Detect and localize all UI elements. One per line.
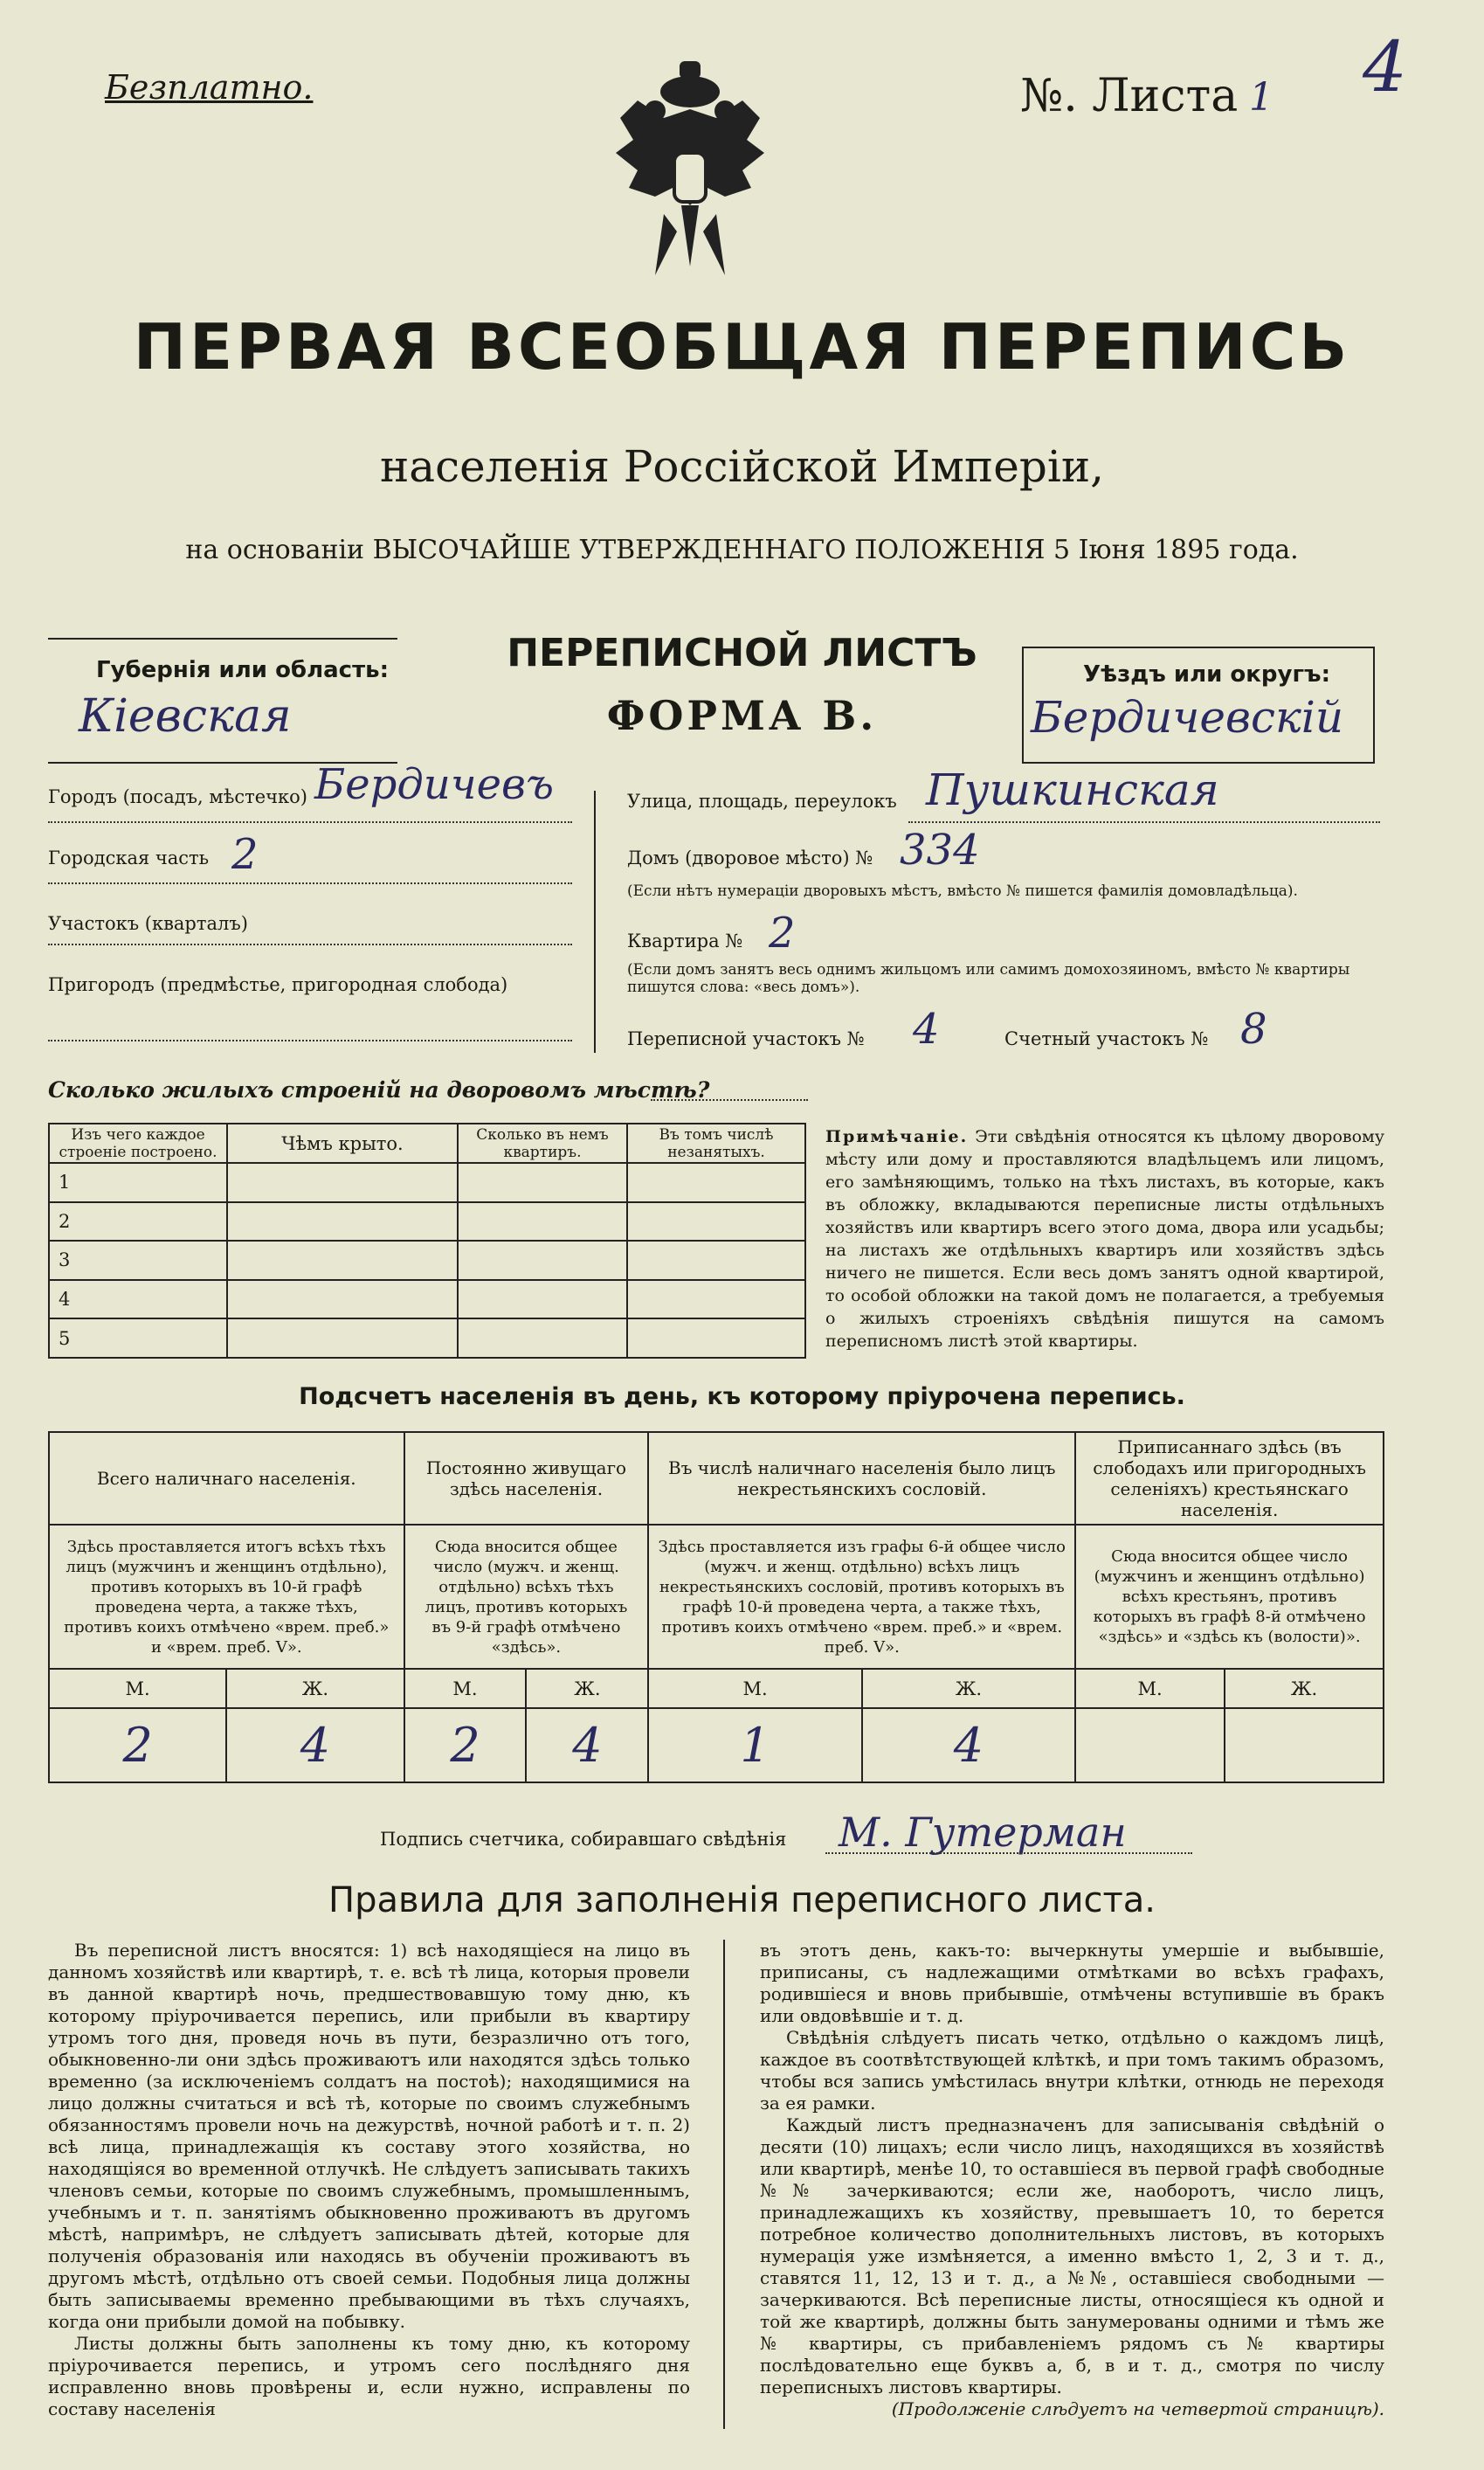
corner-number: 4	[1363, 26, 1407, 107]
district-label: Уѣздъ или округъ:	[1083, 661, 1330, 688]
population-desc-nonpeasant: Здѣсь проставляется изъ графы 6-й общее число (мужч. и женщ. отдѣльно) всѣхъ лицъ некрестьянскихъ сословій, противъ которыхъ въ графѣ 10-й проведена черта, а также тѣхъ, противъ коихъ отмѣчено «врем. преб.» и «врем. преб. V».	[648, 1525, 1075, 1669]
male-header: М.	[49, 1669, 226, 1708]
rules-paragraph: Листы должны быть заполнены къ тому дню, къ которому пріурочивается перепись, и утромъ сего послѣдняго дня исправленно вновь провѣрены и, если нужно, исправлены по составу населенія	[48, 2333, 690, 2419]
population-title: Подсчетъ населенія въ день, къ которому пріурочена перепись.	[299, 1383, 1185, 1410]
city-part-label: Городская часть	[48, 848, 210, 868]
sheet-number-value: 1	[1249, 75, 1273, 120]
province-value: Кіевская	[79, 690, 292, 743]
male-header: М.	[1075, 1669, 1225, 1708]
house-note: (Если нѣтъ нумераціи дворовыхъ мѣстъ, вмѣсто № пишется фамилія домовладѣльца).	[627, 882, 1298, 900]
female-header: Ж.	[862, 1669, 1075, 1708]
street-value: Пушкинская	[926, 765, 1219, 815]
sheet-number-label: №. Листа	[1020, 70, 1239, 122]
province-label: Губернія или область:	[96, 657, 389, 683]
male-header: М.	[404, 1669, 527, 1708]
note-label: Примѣчаніе.	[825, 1127, 969, 1146]
buildings-row-number: 4	[49, 1280, 227, 1319]
buildings-row-number: 5	[49, 1318, 227, 1358]
peasant-female-value	[1225, 1708, 1384, 1782]
apartment-note: (Если домъ занятъ весь однимъ жильцомъ или самимъ домохозяиномъ, вмѣсто № квартиры пишутся слова: «весь домъ»).	[627, 961, 1350, 996]
buildings-row-number: 2	[49, 1202, 227, 1242]
population-head-permanent: Постоянно живущаго здѣсь населенія.	[404, 1432, 649, 1525]
main-title: ПЕРВАЯ ВСЕОБЩАЯ ПЕРЕПИСЬ	[133, 310, 1351, 384]
total-male-value: 2	[49, 1708, 226, 1782]
street-label: Улица, площадь, переулокъ	[627, 791, 897, 812]
population-head-total: Всего наличнаго населенія.	[49, 1432, 404, 1525]
subtitle: населенія Россійской Имперіи,	[379, 441, 1105, 492]
permanent-female-value: 4	[526, 1708, 648, 1782]
buildings-header-material: Изъ чего каждое строеніе построено.	[49, 1124, 227, 1163]
note-text: Эти свѣдѣнія относятся къ цѣлому дворовому мѣсту или дому и проставляются владѣльцемъ или лицомъ, его замѣняющимъ, только на тѣхъ листахъ, въ которые, какъ въ обложку, вкладываются переписные листы отдѣльныхъ хозяйствъ или квартиръ всего этого дома, двора или усадьбы; на листахъ же отдѣльныхъ квартиръ или хозяйствъ здѣсь ничего не пишется. Если весь домъ занятъ одной квартирой, то особой обложки на такой домъ не полагается, а требуемыя о жилыхъ строеніяхъ свѣдѣнія пишутся на самомъ переписномъ листѣ этой квартиры.	[825, 1127, 1385, 1351]
population-head-nonpeasant: Въ числѣ наличнаго населенія было лицъ некрестьянскихъ сословій.	[648, 1432, 1075, 1525]
city-part-value: 2	[231, 830, 259, 879]
population-table	[48, 1431, 1384, 1783]
population-desc-peasant: Сюда вносится общее число (мужчинъ и женщинъ отдѣльно) всѣхъ крестьянъ, противъ которыхъ въ графѣ 8-й отмѣчено «здѣсь» и «здѣсь къ (волости)».	[1075, 1525, 1384, 1669]
city-label: Городъ (посадъ, мѣстечко)	[48, 786, 308, 807]
peasant-male-value	[1075, 1708, 1225, 1782]
population-desc-total: Здѣсь проставляется итогъ всѣхъ тѣхъ лицъ (мужчинъ и женщинъ отдѣльно), противъ которыхъ въ 10-й графѣ проведена черта, а также тѣхъ, противъ коихъ отмѣчено «врем. преб.» и «врем. преб. V».	[49, 1525, 404, 1669]
buildings-table	[48, 1123, 806, 1359]
female-header: Ж.	[1225, 1669, 1384, 1708]
rules-paragraph: Въ переписной листъ вносятся: 1) всѣ находящіеся на лицо въ данномъ хозяйствѣ или квартирѣ, т. е. всѣ тѣ лица, которыя провели въ данной квартирѣ ночь, предшествовавшую тому дню, къ которому пріурочивается перепись, или прибыли въ квартиру утромъ того дня, проведя ночь въ пути, безразлично отъ того, обыкновенно-ли они здѣсь проживаютъ или находятся здѣсь только временно (за исключеніемъ солдатъ на постоѣ); находящимися на лицо должны считаться и всѣ тѣ, которые по своимъ служебнымъ обязанностямъ провели ночь на дежурствѣ, ночной работѣ и т. п. 2) всѣ лица, принадлежащія къ составу этого хозяйства, но находящіяся во временной отлучкѣ. Не слѣдуетъ записывать такихъ членовъ семьи, которые по своимъ служебнымъ, промышленнымъ, учебнымъ и т. п. занятіямъ обыкновенно проживаютъ въ другомъ мѣстѣ, напримѣръ, не слѣдуетъ записывать дѣтей, которые для полученія образованія или находясь въ обученіи проживаютъ въ другомъ мѣстѣ, отдѣльно отъ своей семьи. Подобныя лица должны быть записываемы временно пребывающими въ тѣхъ случаяхъ, когда они прибыли домой на побывку.	[48, 1940, 690, 2332]
count-precinct-label: Счетный участокъ №	[1004, 1028, 1209, 1049]
rules-paragraph: Свѣдѣнія слѣдуетъ писать четко, отдѣльно о каждомъ лицѣ, каждое въ соотвѣтствующей клѣткѣ, и при томъ такимъ образомъ, чтобы вся запись умѣстилась внутри клѣтки, отнюдь не переходя за ея рамки.	[760, 2027, 1384, 2114]
nonpeasant-male-value: 1	[648, 1708, 861, 1782]
total-female-value: 4	[226, 1708, 404, 1782]
apartment-label: Квартира №	[627, 931, 743, 951]
census-precinct-label: Переписной участокъ №	[627, 1028, 865, 1049]
population-head-peasant: Приписаннаго здѣсь (въ слободахъ или пригородныхъ селеніяхъ) крестьянскаго населенія.	[1075, 1432, 1384, 1525]
suburb-label: Пригородъ (предмѣстье, пригородная слобода)	[48, 974, 508, 995]
apartment-value: 2	[769, 909, 796, 958]
free-label: Безплатно.	[105, 68, 314, 107]
rules-paragraph: въ этотъ день, какъ-то: вычеркнуты умершіе и выбывшіе, приписаны, съ надлежащими отмѣтками во всѣхъ графахъ, родившіеся и вновь прибывшіе, отмѣчены вступившіе въ бракъ или овдовѣвшіе и т. д.	[760, 1940, 1384, 2026]
rules-paragraph: Каждый листъ предназначенъ для записыванія свѣдѣній о десяти (10) лицахъ; если число лицъ, находящихся въ хозяйствѣ или квартирѣ, менѣе 10, то оставшіеся въ первой графѣ свободные №№ зачеркиваются; если же, наоборотъ, число лицъ, принадлежащихъ къ хозяйству, превышаетъ 10, то берется потребное количество дополнительныхъ листовъ, въ которыхъ нумерація уже измѣняется, а именно вмѣсто 1, 2, 3 и т. д., ставятся 11, 12, 13 и т. д., а №№, оставшіеся свободными — зачеркиваются. Всѣ переписные листы, относящіеся къ одной и той же квартирѣ, должны быть занумерованы одними и тѣмъ же № квартиры, съ прибавленіемъ рядомъ съ № квартиры послѣдовательно еще буквъ а, б, в и т. д., смотря по числу переписныхъ листовъ квартиры.	[760, 2114, 1384, 2397]
census-precinct-value: 4	[913, 1005, 940, 1054]
buildings-row-number: 1	[49, 1163, 227, 1202]
rules-left-column	[48, 1940, 690, 2420]
sheet-title: ПЕРЕПИСНОЙ ЛИСТЪ	[507, 631, 977, 675]
nonpeasant-female-value: 4	[862, 1708, 1075, 1782]
buildings-header-roof: Чѣмъ крыто.	[227, 1124, 458, 1163]
buildings-note	[825, 1125, 1384, 1353]
female-header: Ж.	[226, 1669, 404, 1708]
buildings-row-number: 3	[49, 1241, 227, 1280]
house-label: Домъ (дворовое мѣсто) №	[627, 848, 873, 868]
signature-value: М. Гутерман	[839, 1809, 1127, 1856]
permanent-male-value: 2	[404, 1708, 527, 1782]
buildings-header-vacant: Въ томъ числѣ незанятыхъ.	[627, 1124, 805, 1163]
buildings-header-apartments: Сколько въ немъ квартиръ.	[458, 1124, 627, 1163]
district-value: Бердичевскій	[1031, 692, 1344, 743]
house-value: 334	[900, 826, 980, 875]
rules-right-column	[760, 1940, 1384, 2420]
precinct-label: Участокъ (кварталъ)	[48, 913, 248, 934]
rules-title: Правила для заполненія переписного листа.	[328, 1880, 1156, 1920]
male-header: М.	[648, 1669, 861, 1708]
form-title: ФОРМА В.	[606, 692, 878, 739]
imperial-eagle-icon	[603, 57, 777, 293]
signature-label: Подпись счетчика, собиравшаго свѣдѣнія	[380, 1829, 787, 1850]
legal-basis: на основаніи ВЫСОЧАЙШЕ УТВЕРЖДЕННАГО ПОЛОЖЕНІЯ 5 Іюня 1895 года.	[185, 535, 1299, 565]
count-precinct-value: 8	[1240, 1005, 1267, 1054]
buildings-question: Сколько жилыхъ строеній на дворовомъ мѣстѣ?	[48, 1077, 710, 1103]
rules-continued: (Продолженіе слѣдуетъ на четвертой страницѣ).	[891, 2398, 1384, 2419]
city-value: Бердичевъ	[314, 760, 554, 809]
female-header: Ж.	[526, 1669, 648, 1708]
population-desc-permanent: Сюда вносится общее число (мужч. и женщ. отдѣльно) всѣхъ тѣхъ лицъ, противъ которыхъ въ 9-й графѣ отмѣчено «здѣсь».	[404, 1525, 649, 1669]
